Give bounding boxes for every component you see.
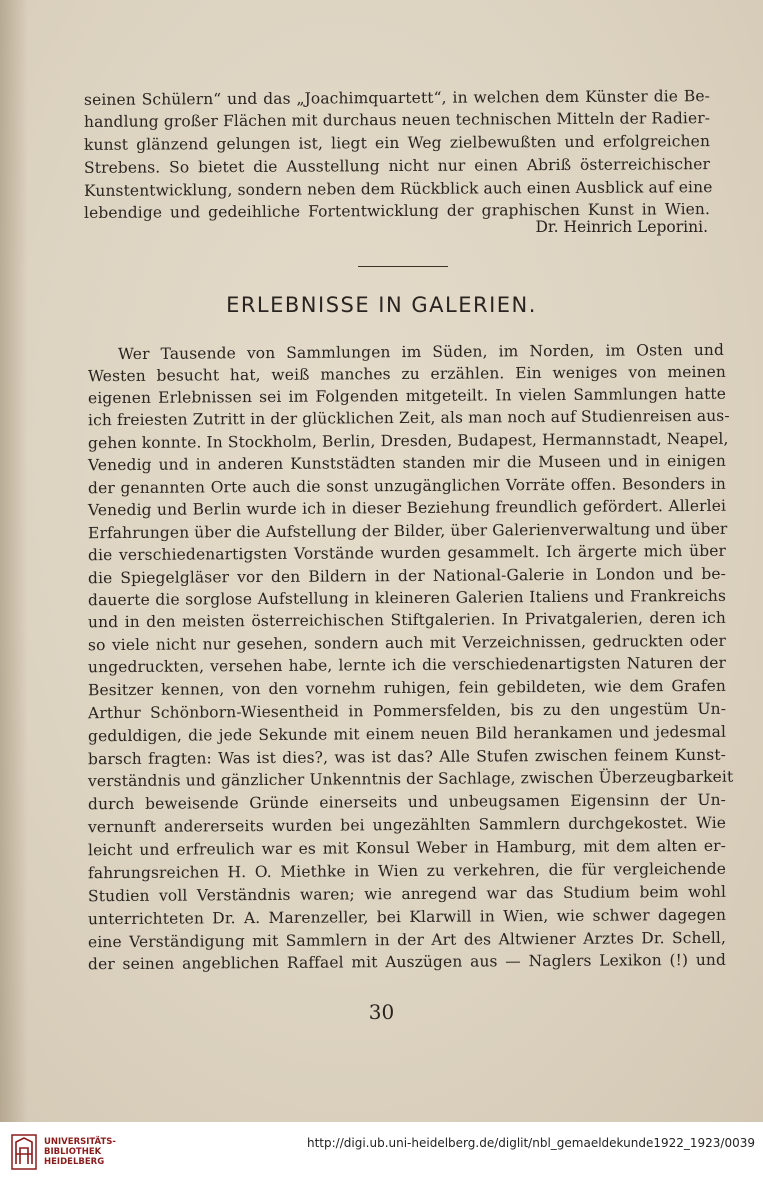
text-line: der seinen angeblichen Raffael mit Auszügen aus — Naglers Lexikon (!) und	[87, 950, 727, 974]
text-line: ungedruckten, versehen habe, lernte ich die verschiedenartigsten Naturen der	[87, 653, 727, 677]
text-line: dauerte die sorglose Aufstellung in kleineren Galerien Italiens und Frankreichs	[87, 586, 727, 610]
text-line: vernunft andererseits wurden bei ungezählten Sammlern durchgekostet. Wie	[87, 813, 727, 837]
text-line: leicht und erfreulich war es mit Konsul Weber in Hamburg, mit dem alten er-	[87, 836, 727, 860]
text-line: Strebens. So bietet die Ausstellung nicht nur einen Abriß österreichischer	[83, 155, 711, 177]
library-name-line: UNIVERSITÄTS-	[44, 1137, 116, 1147]
text-line: fahrungsreichen H. O. Miethke in Wien zu verkehren, die für vergleichende	[87, 859, 727, 883]
section-heading: ERLEBNISSE IN GALERIEN.	[226, 293, 537, 317]
text-line: lebendige und gedeihliche Fortentwicklung der graphischen Kunst in Wien.	[83, 200, 711, 222]
text-line: ich freiesten Zutritt in der glücklichen Zeit, als man noch auf Studienreisen aus-	[87, 406, 730, 430]
text-line: Venedig und in anderen Kunststädten standen mir die Museen und in einigen	[87, 451, 727, 475]
text-line: Erfahrungen über die Aufstellung der Bilder, über Galerienverwaltung und über	[87, 519, 728, 543]
text-line: handlung großer Flächen mit durchaus neuen technischen Mitteln der Radier-	[83, 109, 711, 131]
text-line: die verschiedenartigsten Vorstände wurden gesammelt. Ich ärgerte mich über	[87, 541, 727, 565]
text-line: Studien voll Verständnis waren; wie anregend war das Studium beim wohl	[87, 882, 727, 906]
heidelberg-logo-icon	[10, 1134, 38, 1170]
page-number: 30	[368, 1000, 395, 1024]
text-line: Arthur Schönborn-Wiesentheid in Pommersfelden, bis zu den ungestüm Un-	[87, 699, 727, 723]
text-line: Wer Tausende von Sammlungen im Süden, im Norden, im Osten und	[117, 340, 725, 364]
text-line: eine Verständigung mit Sammlern in der Art des Altwiener Arztes Dr. Schell,	[87, 928, 727, 952]
text-line: die Spiegelgläser vor den Bildern in der National-Galerie in London und be-	[87, 564, 727, 588]
text-line: geduldigen, die jede Sekunde mit einem neuen Bild herankamen und jedesmal	[87, 722, 727, 746]
author-signature: Dr. Heinrich Leporini.	[535, 218, 708, 236]
text-line: kunst glänzend gelungen ist, liegt ein Weg zielbewußten und erfolgreichen	[83, 132, 711, 154]
text-line: der genannten Orte auch die sonst unzugänglichen Vorräte offen. Besonders in	[87, 474, 727, 498]
library-name-line: HEIDELBERG	[44, 1157, 105, 1167]
text-line: Kunstentwicklung, sondern neben dem Rückblick auch einen Ausblick auf eine	[83, 178, 713, 200]
library-footer	[0, 1122, 763, 1180]
source-url-link[interactable]: http://digi.ub.uni-heidelberg.de/diglit/nbl_gemaeldekunde1922_1923/0039	[307, 1136, 755, 1150]
section-divider	[358, 266, 448, 267]
library-name-line: BIBLIOTHEK	[44, 1147, 102, 1157]
text-line: durch beweisende Gründe einerseits und unbeugsamen Eigensinn der Un-	[87, 790, 727, 814]
text-line: so viele nicht nur gesehen, sondern auch mit Verzeichnissen, gedruckten oder	[87, 631, 727, 655]
text-line: gehen konnte. In Stockholm, Berlin, Dresden, Budapest, Hermannstadt, Neapel,	[87, 429, 729, 453]
text-line: unterrichteten Dr. A. Marenzeller, bei Klarwill in Wien, wie schwer dagegen	[87, 905, 727, 929]
text-line: seinen Schülern“ und das „Joachimquartett“, in welchen dem Künster die Be-	[83, 87, 711, 109]
text-line: Venedig und Berlin wurde ich in dieser Beziehung freundlich gefördert. Allerlei	[87, 496, 727, 520]
library-name	[44, 1137, 116, 1167]
text-line: und in den meisten österreichischen Stiftgalerien. In Privatgalerien, deren ich	[87, 608, 727, 632]
text-line: Westen besucht hat, weiß manches zu erzählen. Ein weniges von meinen	[87, 362, 727, 386]
text-line: eigenen Erlebnissen sei im Folgenden mitgeteilt. In vielen Sammlungen hatte	[87, 384, 727, 408]
text-line: verständnis und gänzlicher Unkenntnis der Sachlage, zwischen Überzeugbarkeit	[87, 767, 734, 791]
binding-shadow	[0, 0, 28, 1122]
text-line: Besitzer kennen, von den vornehm ruhigen, fein gebildeten, wie dem Grafen	[87, 676, 727, 700]
text-line: barsch fragten: Was ist dies?, was ist das? Alle Stufen zwischen feinem Kunst-	[87, 745, 727, 769]
